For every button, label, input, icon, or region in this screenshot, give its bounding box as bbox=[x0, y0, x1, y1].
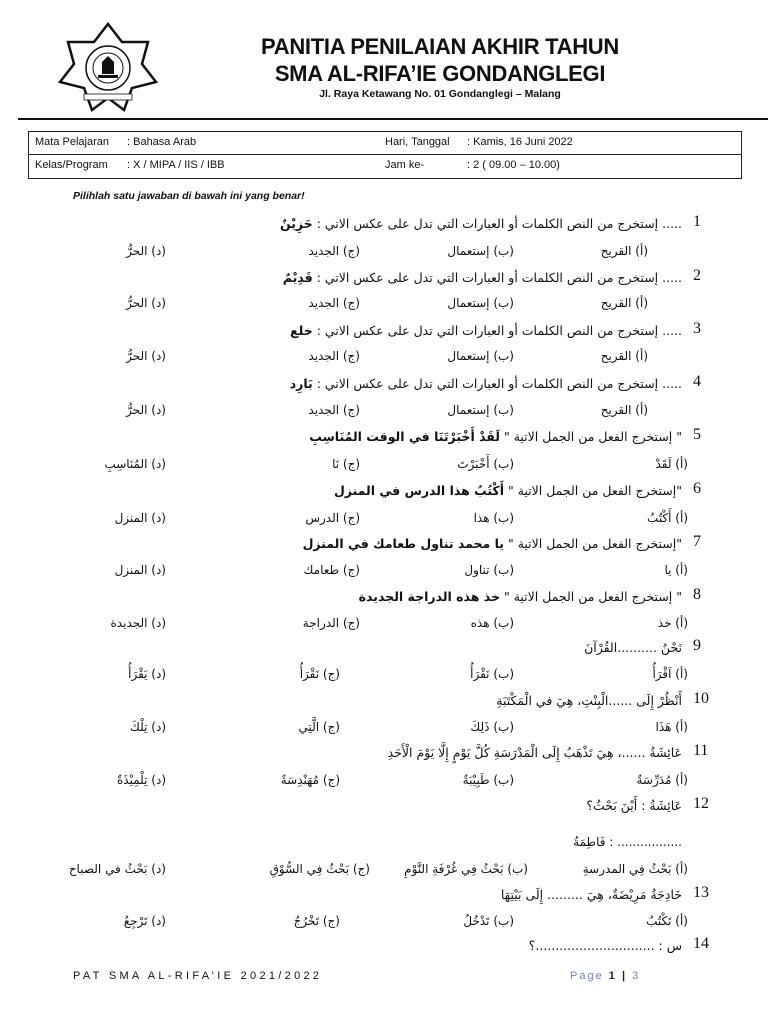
committee-title: PANITIA PENILAIAN AKHIR TAHUN bbox=[261, 34, 619, 59]
option-d[interactable]: (د) المُنَاسِبِ bbox=[104, 457, 166, 471]
page-indicator: Page 1 | 3 bbox=[570, 970, 641, 982]
option-b[interactable]: (ب) إستعمال bbox=[447, 403, 514, 417]
question-number: 6 bbox=[693, 480, 701, 497]
question-number: 8 bbox=[693, 586, 701, 603]
option-d[interactable]: (د) يَقْرَأُ bbox=[128, 667, 166, 681]
question-text: ..... إستخرج من النص الكلمات أو العبارات التي تدل على عكس الاتي : بَارِد bbox=[289, 376, 682, 391]
option-c[interactable]: (ج) الدراجة bbox=[302, 616, 360, 630]
question-text: س : ..............................؟ bbox=[528, 938, 682, 953]
option-d[interactable]: (د) الجديدة bbox=[110, 616, 166, 630]
instruction-text: Pilihlah satu jawaban di bawah ini yang benar! bbox=[73, 190, 305, 202]
option-b[interactable]: (ب) هذا bbox=[473, 511, 514, 525]
subject-value: : Bahasa Arab bbox=[127, 136, 197, 148]
option-c[interactable]: (ج) نَقْرَأُ bbox=[299, 667, 340, 681]
option-b[interactable]: (ب) تَدْخُلُ bbox=[463, 914, 514, 928]
question-text: " إستخرج الفعل من الجمل الاتية " لَقَدْ أَخْبَرْتَنَا في الوقت المُنَاسِبِ bbox=[309, 429, 682, 444]
school-name: SMA AL-RIFA’IE GONDANGLEGI bbox=[274, 61, 606, 86]
question-number: 2 bbox=[693, 267, 701, 284]
info-divider bbox=[29, 154, 741, 155]
option-d[interactable]: (د) الحرُّ bbox=[126, 244, 166, 258]
option-d[interactable]: (د) المنزل bbox=[114, 563, 166, 577]
option-a[interactable]: (أ) القريح bbox=[600, 244, 648, 258]
option-b[interactable]: (ب) ذَلِكَ bbox=[470, 720, 514, 734]
option-c[interactable]: (ج) الجديد bbox=[308, 403, 360, 417]
school-logo bbox=[58, 22, 158, 114]
question-keyword: حَزِيْنٌ bbox=[279, 216, 313, 231]
option-b[interactable]: (ب) طَبِيْبَةٌ bbox=[462, 773, 514, 787]
class-label: Kelas/Program bbox=[35, 159, 108, 171]
option-c[interactable]: (ج) الجديد bbox=[308, 349, 360, 363]
question-text: نَحْنُ ..........القُرْآنَ bbox=[584, 640, 682, 655]
class-value: : X / MIPA / IIS / IBB bbox=[127, 159, 225, 171]
question-number: 3 bbox=[693, 320, 701, 337]
option-a[interactable]: (أ) تَكْتُبُ bbox=[646, 914, 688, 928]
option-c[interactable]: (ج) طعامك bbox=[303, 563, 360, 577]
question-text: ..... إستخرج من النص الكلمات أو العبارات التي تدل على عكس الاتي : حَزِيْنٌ bbox=[279, 216, 682, 231]
question-text: خَادِجَةُ مَرِيْضَةٌ، هِيَ ......... إِلَى بَيْتِهَا bbox=[500, 887, 682, 902]
option-a[interactable]: (أ) بَحْثُ فِي المدرسةِ bbox=[582, 862, 688, 876]
school-address: Jl. Raya Ketawang No. 01 Gondanglegi – Malang bbox=[319, 88, 561, 100]
question-number: 11 bbox=[693, 742, 709, 759]
option-d[interactable]: (د) الحرُّ bbox=[126, 403, 166, 417]
option-d[interactable]: (د) الحرُّ bbox=[126, 296, 166, 310]
question-number: 9 bbox=[693, 637, 701, 654]
option-c[interactable]: (ج) بَحْثُ فِي السُّوْقِ bbox=[269, 862, 370, 876]
question-keyword: خذ هذه الدراجة الجديدة bbox=[358, 589, 500, 604]
option-b[interactable]: (ب) أَخْبَرْتَ bbox=[457, 457, 514, 471]
option-c[interactable]: (ج) تَخْرُجُ bbox=[293, 914, 340, 928]
question-keyword: أَكْتُبُ هذا الدرس في المنزل bbox=[333, 483, 504, 498]
answer-line: ................. : فَاطِمَةُ bbox=[573, 835, 682, 849]
option-b[interactable]: (ب) هذه bbox=[470, 616, 514, 630]
option-c[interactable]: (ج) الجديد bbox=[308, 244, 360, 258]
question-number: 4 bbox=[693, 373, 701, 390]
option-c[interactable]: (ج) الَّتِي bbox=[298, 720, 340, 734]
option-a[interactable]: (أ) يا bbox=[664, 563, 688, 577]
question-number: 10 bbox=[693, 690, 709, 707]
question-text: "إستخرج الفعل من الجمل الاتية " أَكْتُبُ هذا الدرس في المنزل bbox=[333, 483, 682, 498]
option-a[interactable]: (أ) خذ bbox=[657, 616, 688, 630]
option-d[interactable]: (د) تِلْمِيْذَةٌ bbox=[117, 773, 166, 787]
option-b[interactable]: (ب) نَقْرَأُ bbox=[470, 667, 514, 681]
option-d[interactable]: (د) تَرْجِعُ bbox=[123, 914, 166, 928]
option-d[interactable]: (د) تِلْكَ bbox=[130, 720, 166, 734]
date-label: Hari, Tanggal bbox=[385, 136, 450, 148]
option-c[interactable]: (ج) الدرس bbox=[305, 511, 360, 525]
option-a[interactable]: (أ) هَذَا bbox=[655, 720, 688, 734]
question-number: 13 bbox=[693, 884, 709, 901]
question-number: 7 bbox=[693, 533, 701, 550]
option-a[interactable]: (أ) القريح bbox=[600, 403, 648, 417]
question-number: 12 bbox=[693, 795, 709, 812]
question-keyword: لَقَدْ أَخْبَرْتَنَا في الوقت المُنَاسِبِ bbox=[309, 429, 500, 444]
question-text: " إستخرج الفعل من الجمل الاتية " خذ هذه الدراجة الجديدة bbox=[358, 589, 682, 604]
exam-info-box bbox=[28, 131, 742, 179]
option-b[interactable]: (ب) بَحْثُ فِي غُرْفَةِ النَّوْمِ bbox=[404, 862, 528, 876]
option-b[interactable]: (ب) إستعمال bbox=[447, 349, 514, 363]
option-b[interactable]: (ب) إستعمال bbox=[447, 296, 514, 310]
hour-value: : 2 ( 09.00 – 10.00) bbox=[467, 159, 560, 171]
option-a[interactable]: (أ) لَقَدْ bbox=[655, 457, 688, 471]
option-c[interactable]: (ج) نَا bbox=[332, 457, 360, 471]
option-d[interactable]: (د) المنزل bbox=[114, 511, 166, 525]
question-keyword: خلع bbox=[290, 323, 313, 338]
footer-exam-title: PAT SMA AL-RIFA’IE 2021/2022 bbox=[73, 970, 323, 982]
question-text: ..... إستخرج من النص الكلمات أو العبارات التي تدل على عكس الاتي : قَدِيْمٌ bbox=[282, 270, 682, 285]
question-text: عَائِشَةُ : أَيْنَ بَحْثُ؟ bbox=[586, 798, 682, 813]
question-text: أَنْظُرْ إِلَى ......الْبِنْتِ، هِيَ في الْمَكْتَبَةِ bbox=[496, 693, 682, 708]
date-value: : Kamis, 16 Juni 2022 bbox=[467, 136, 573, 148]
question-keyword: بَارِد bbox=[289, 376, 313, 391]
question-number: 5 bbox=[693, 426, 701, 443]
option-d[interactable]: (د) الحرُّ bbox=[126, 349, 166, 363]
option-a[interactable]: (أ) أَكْتُبُ bbox=[647, 511, 688, 525]
option-b[interactable]: (ب) تناول bbox=[464, 563, 514, 577]
question-number: 14 bbox=[693, 935, 709, 952]
option-a[interactable]: (أ) اَقْرَأُ bbox=[652, 667, 688, 681]
option-a[interactable]: (أ) القريح bbox=[600, 349, 648, 363]
question-keyword: يا محمد تناول طعامك في المنزل bbox=[302, 536, 504, 551]
option-a[interactable]: (أ) القريح bbox=[600, 296, 648, 310]
question-text: ..... إستخرج من النص الكلمات أو العبارات التي تدل على عكس الاتي : خلع bbox=[290, 323, 682, 338]
question-text: "إستخرج الفعل من الجمل الاتية " يا محمد تناول طعامك في المنزل bbox=[302, 536, 682, 551]
header-divider bbox=[18, 118, 768, 120]
question-keyword: قَدِيْمٌ bbox=[282, 270, 313, 285]
option-d[interactable]: (د) بَحْثُ في الصباح bbox=[68, 862, 166, 876]
question-number: 1 bbox=[693, 213, 701, 230]
question-text: عَائِشَةُ ......، هِيَ تَذْهَبُ إِلَى الْمَدْرَسَةِ كُلَّ يَوْمٍ إِلَّا يَوْمَ الْأَحَدِ bbox=[387, 745, 682, 760]
option-c[interactable]: (ج) مُهَنْدِسَةٌ bbox=[280, 773, 340, 787]
option-c[interactable]: (ج) الجديد bbox=[308, 296, 360, 310]
option-a[interactable]: (أ) مُدَرِّسَةٌ bbox=[636, 773, 688, 787]
subject-label: Mata Pelajaran bbox=[35, 136, 109, 148]
option-b[interactable]: (ب) إستعمال bbox=[447, 244, 514, 258]
hour-label: Jam ke- bbox=[385, 159, 425, 171]
